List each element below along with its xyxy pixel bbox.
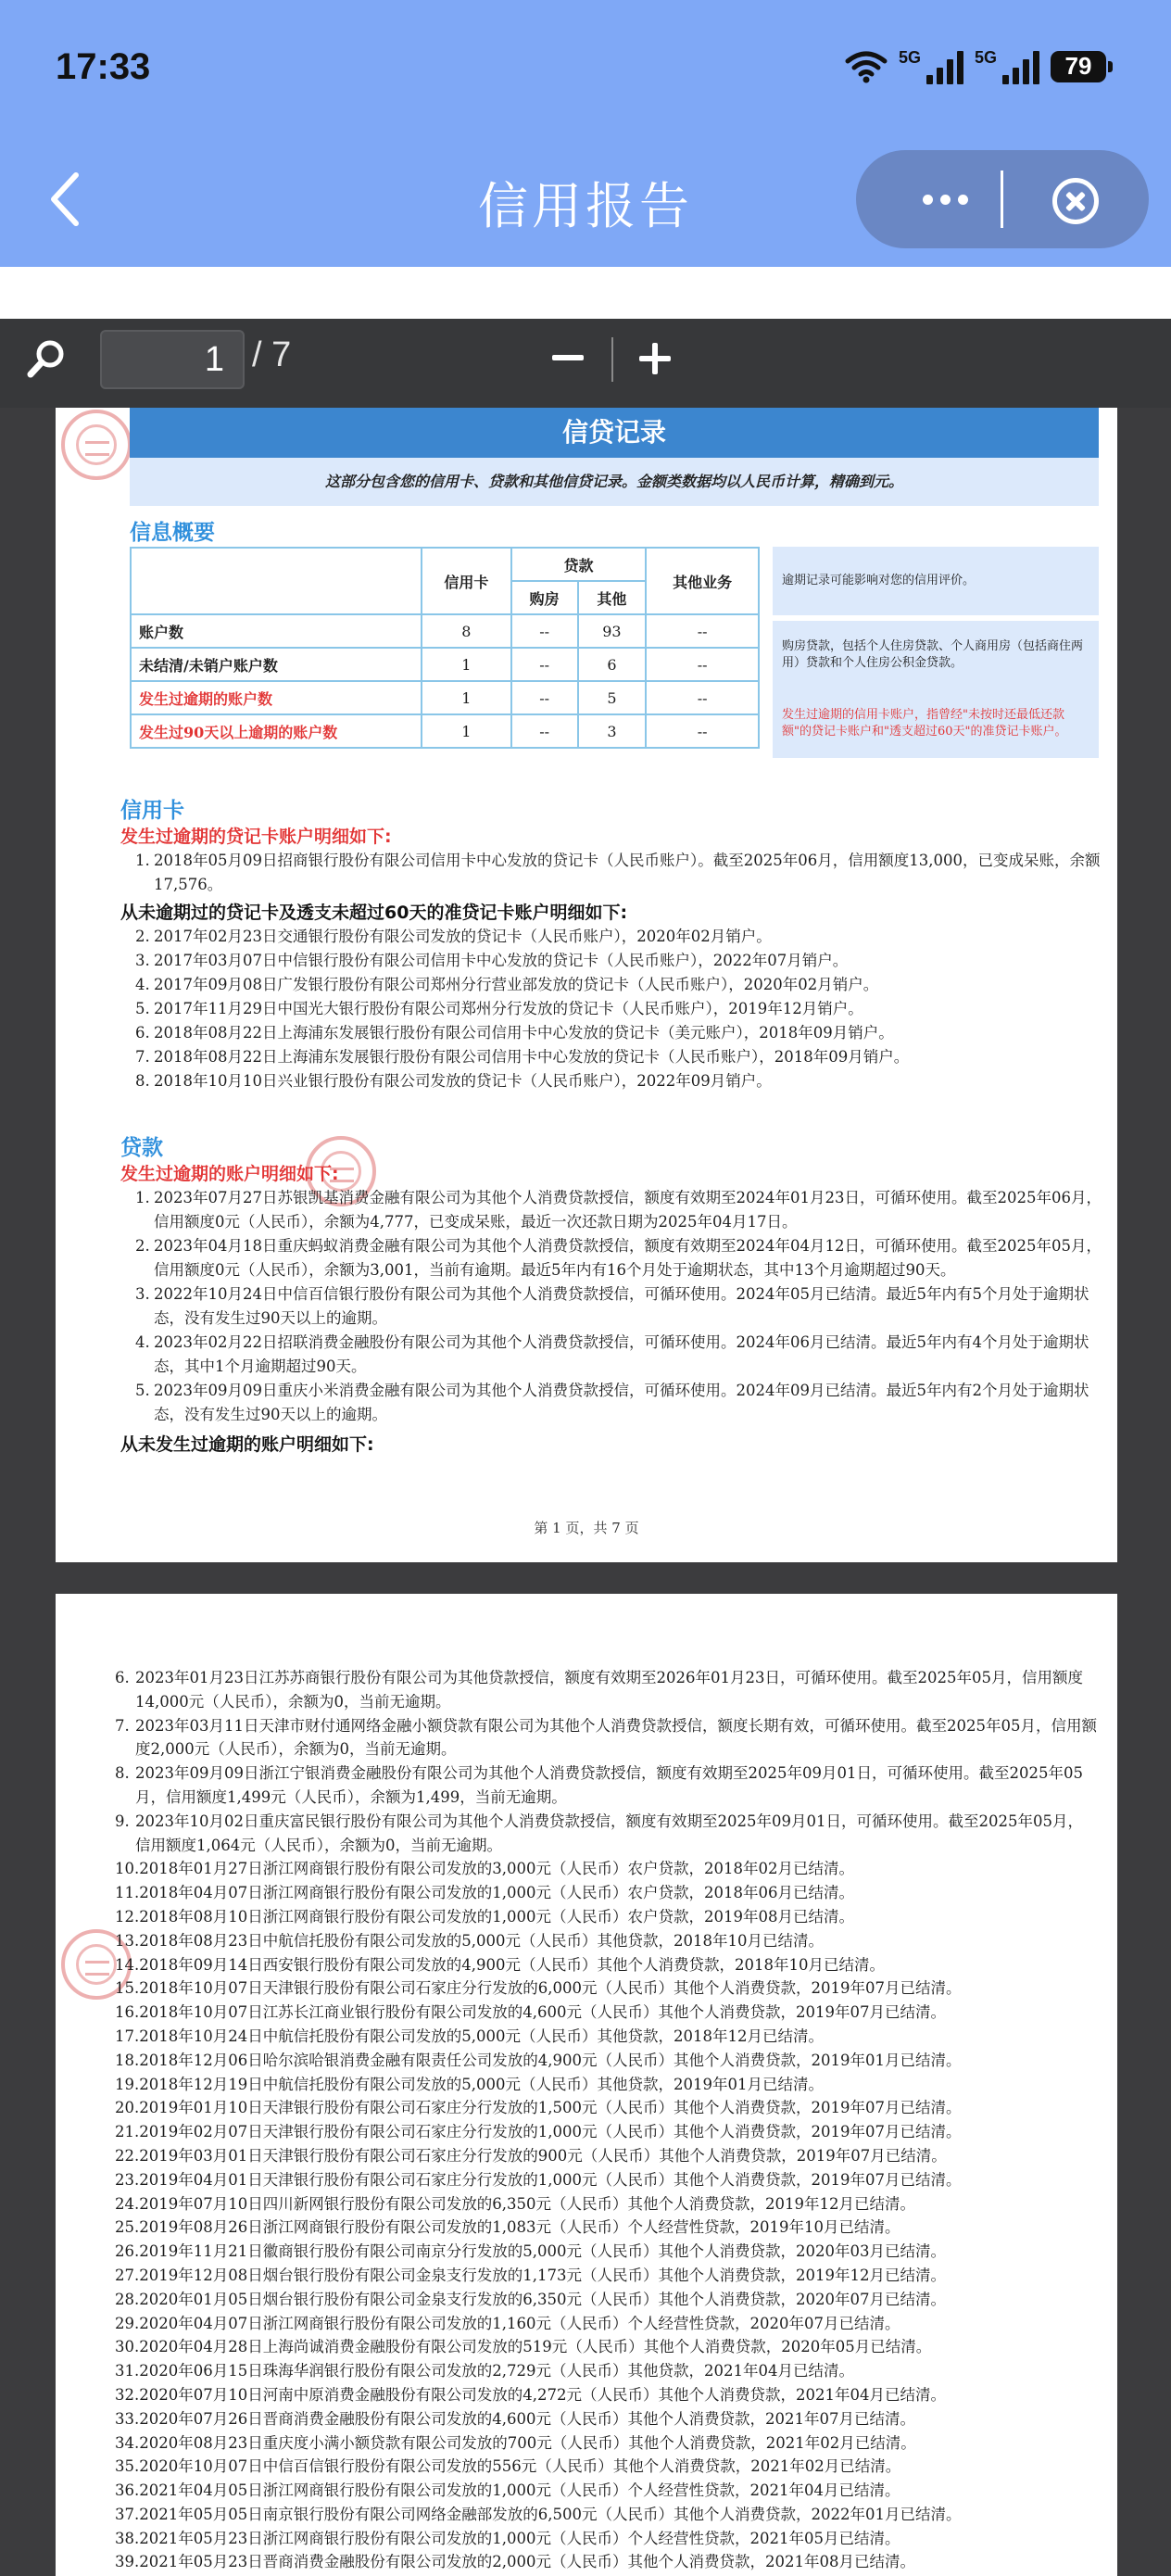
list-item [115,1857,1097,1881]
list-item [115,1714,1097,1762]
list-item-number: 15. [115,1979,140,1998]
cell-credit-card: 8 [422,614,511,648]
list-item-text: 2019年08月26日浙江网商银行股份有限公司发放的1,083元（人民币）个人经营性贷款，2019年10月已结清。 [139,2218,900,2237]
credit-normal-list [135,925,1104,1093]
loan-normal-list [115,1666,1097,2574]
cell-house: -- [511,648,578,681]
list-item-number: 2. [135,928,150,945]
list-item-text: 2018年04月07日浙江网商银行股份有限公司发放的1,000元（人民币）农户贷款，2018年06月已结清。 [139,1884,854,1902]
list-item-number: 6. [135,1024,150,1042]
credit-card-title: 信用卡 [120,799,184,823]
list-item [115,2359,1097,2383]
list-item-number: 13. [115,1931,140,1950]
list-item-number: 10. [115,1860,140,1878]
cell-other-business: -- [646,681,759,714]
list-item-number: 31. [115,2362,140,2380]
list-item-number: 9. [115,1812,130,1830]
page-title: 信用报告 [478,177,693,235]
list-item-number: 33. [115,2409,140,2428]
list-item-text: 2023年01月23日江苏苏商银行股份有限公司为其他贷款授信，额度有效期至2026年01月23日，可循环使用。截至2025年05月，信用额度14,000元（人民币），余额为0，当前无逾期。 [135,1669,1083,1711]
list-item-number: 28. [115,2290,140,2308]
list-item-number: 7. [135,1048,150,1066]
zoom-out-button[interactable] [552,355,584,360]
list-item [115,2144,1097,2168]
list-item-text: 2018年08月22日上海浦东发展银行股份有限公司信用卡中心发放的贷记卡（人民币账户），2018年09月销户。 [154,1048,910,1066]
note-overdue-card: 发生过逾期的信用卡账户，指曾经"未按时还最低还款额"的贷记卡账户和"透支超过60天"的准贷记卡账户。 [773,689,1099,758]
list-item-text: 2019年11月21日徽商银行股份有限公司南京分行发放的5,000元（人民币）其他个人消费贷款，2020年03月已结清。 [139,2242,946,2261]
list-item-text: 2023年10月02日重庆富民银行股份有限公司为其他个人消费贷款授信，额度有效期至2025年09月01日，可循环使用。截至2025年05月，信用额度1,064元（人民币），余额为0，当前无逾期。 [135,1812,1083,1854]
list-item-number: 2. [135,1237,150,1255]
list-item-number: 20. [115,2099,140,2117]
list-item-number: 5. [135,1000,150,1017]
list-item [115,2120,1097,2144]
list-item-text: 2020年07月10日河南中原消费金融股份有限公司发放的4,272元（人民币）其他个人消费贷款，2021年04月已结清。 [139,2385,946,2404]
status-time: 17:33 [56,46,151,87]
list-item-text: 2018年10月10日兴业银行股份有限公司发放的贷记卡（人民币账户），2022年09月销户。 [154,1072,772,1090]
list-item [115,2312,1097,2336]
table-row [131,714,759,748]
cell-house: -- [511,681,578,714]
network-type-1: 5G [898,48,921,67]
cell-other: 93 [578,614,647,648]
status-icons [845,48,1106,84]
list-item-text: 2021年04月05日浙江网商银行股份有限公司发放的1,000元（人民币）个人经营性贷款，2021年04月已结清。 [139,2481,900,2500]
list-item [135,1045,1104,1069]
list-item-number: 19. [115,2075,140,2093]
list-item-number: 39. [115,2553,140,2571]
signal-icon-1 [926,49,963,84]
list-item-text: 2017年03月07日中信银行股份有限公司信用卡中心发放的贷记卡（人民币账户），2022年07月销户。 [154,952,849,969]
list-item [135,949,1104,973]
list-item [115,2455,1097,2479]
page-footer: 第 1 页，共 7 页 [534,1520,639,1536]
list-item [115,1881,1097,1905]
list-item-text: 2023年09月09日浙江宁银消费金融股份有限公司为其他个人消费贷款授信，额度有效期至2025年09月01日，可循环使用。截至2025年05月，信用额度1,499元（人民币），余额为1,499，当前无逾期。 [135,1764,1083,1806]
table-row [131,681,759,714]
note-house-loan: 购房贷款，包括个人住房贷款、个人商用房（包括商住两用）贷款和个人住房公积金贷款。 [773,621,1099,689]
loan-overdue-title: 发生过逾期的账户明细如下: [120,1164,339,1184]
cell-other: 5 [578,681,647,714]
list-item-text: 2019年04月01日天津银行股份有限公司石家庄分行发放的1,000元（人民币）其他个人消费贷款，2019年07月已结清。 [139,2170,962,2189]
list-item [115,2001,1097,2025]
list-item-text: 2023年04月18日重庆蚂蚁消费金融有限公司为其他个人消费贷款授信，额度有效期至2024年04月12日，可循环使用。截至2025年05月，信用额度0元（人民币），余额为3,001，当前有逾期。最近5年内有16个月处于逾期状态，其中13个月逾期超过90天。 [154,1237,1102,1279]
row-label: 发生过逾期的账户数 [131,681,422,714]
list-item [115,2049,1097,2073]
list-item-text: 2023年03月11日天津市财付通网络金融小额贷款有限公司为其他个人消费贷款授信，额度长期有效，可循环使用。截至2025年05月，信用额度2,000元（人民币），余额为0，当前无逾期。 [135,1716,1097,1759]
list-item-text: 2020年06月15日珠海华润银行股份有限公司发放的2,729元（人民币）其他贷款，2021年04月已结清。 [139,2362,854,2380]
table-header-loan: 贷款 [511,548,647,581]
overview-title: 信息概要 [130,521,215,545]
list-item-text: 2018年10月07日天津银行股份有限公司石家庄分行发放的6,000元（人民币）其他个人消费贷款，2019年07月已结清。 [139,1979,962,1998]
list-item-text: 2020年04月07日浙江网商银行股份有限公司发放的1,160元（人民币）个人经营性贷款，2020年07月已结清。 [139,2314,900,2332]
battery-icon: 79 [1051,51,1106,82]
list-item-text: 2019年02月07日天津银行股份有限公司石家庄分行发放的1,000元（人民币）其他个人消费贷款，2019年07月已结清。 [139,2123,962,2141]
list-item [135,1282,1104,1331]
list-item [135,1379,1104,1427]
list-item-number: 36. [115,2481,140,2500]
table-header-house: 购房 [511,581,578,614]
cell-credit-card: 1 [422,714,511,748]
list-item [115,2192,1097,2216]
cell-other-business: -- [646,714,759,748]
close-button[interactable] [1052,178,1099,224]
cell-house: -- [511,614,578,648]
list-item-number: 1. [135,852,150,869]
row-label: 发生过90天以上逾期的账户数 [131,714,422,748]
list-item-number: 3. [135,1285,150,1303]
list-item-text: 2020年08月23日重庆度小满小额贷款有限公司发放的700元（人民币）其他个人消费贷款，2021年02月已结清。 [139,2433,916,2452]
list-item [115,1762,1097,1810]
list-item-number: 34. [115,2433,140,2452]
list-item-text: 2019年12月08日烟台银行股份有限公司金泉支行发放的1,173元（人民币）其他个人消费贷款，2019年12月已结清。 [139,2266,946,2284]
page-number-input[interactable] [100,330,245,389]
list-item-number: 30. [115,2338,140,2356]
list-item-text: 2023年02月22日招联消费金融股份有限公司为其他个人消费贷款授信，可循环使用。2024年06月已结清。最近5年内有4个月处于逾期状态，其中1个月逾期超过90天。 [154,1333,1089,1375]
cell-credit-card: 1 [422,648,511,681]
list-item [115,2025,1097,2049]
loan-normal-title: 从未发生过逾期的账户明细如下: [120,1434,374,1455]
list-item-number: 29. [115,2314,140,2332]
table-row [131,648,759,681]
list-item [115,2216,1097,2240]
cell-other: 6 [578,648,647,681]
list-item [115,1929,1097,1953]
row-label: 未结清/未销户账户数 [131,648,422,681]
list-item-number: 4. [135,1333,150,1351]
list-item [115,2240,1097,2264]
list-item [115,2096,1097,2120]
list-item-text: 2018年05月09日招商银行股份有限公司信用卡中心发放的贷记卡（人民币账户）。截至2025年06月，信用额度13,000，已变成呆账，余额17,576。 [154,852,1101,893]
list-item-text: 2021年05月05日南京银行股份有限公司网络金融部发放的6,500元（人民币）其他个人消费贷款，2022年01月已结清。 [139,2505,962,2523]
page-total: / 7 [252,335,292,374]
signal-icon-2 [1002,49,1039,84]
list-item-number: 8. [115,1764,130,1783]
wifi-icon [845,50,888,83]
list-item [135,849,1104,897]
section-subtitle: 这部分包含您的信用卡、贷款和其他信贷记录。金额类数据均以人民币计算，精确到元。 [130,458,1099,506]
mini-program-capsule [856,150,1149,248]
list-item-text: 2017年11月29日中国光大银行股份有限公司郑州分行发放的贷记卡（人民币账户），2019年12月销户。 [154,1000,863,1017]
list-item [115,2550,1097,2574]
list-item-text: 2019年01月10日天津银行股份有限公司石家庄分行发放的1,500元（人民币）其他个人消费贷款，2019年07月已结清。 [139,2099,962,2117]
zoom-in-button[interactable] [639,343,671,374]
loan-overdue-list [135,1186,1104,1427]
list-item-number: 22. [115,2146,140,2165]
cell-house: -- [511,714,578,748]
row-label: 账户数 [131,614,422,648]
list-item-text: 2018年08月10日浙江网商银行股份有限公司发放的1,000元（人民币）农户贷款，2019年08月已结清。 [139,1907,854,1926]
list-item-text: 2019年03月01日天津银行股份有限公司石家庄分行发放的900元（人民币）其他个人消费贷款，2019年07月已结清。 [139,2146,947,2165]
list-item-number: 21. [115,2123,140,2141]
list-item [135,997,1104,1021]
list-item-text: 2018年09月14日西安银行股份有限公司发放的4,900元（人民币）其他个人消费贷款，2018年10月已结清。 [139,1955,885,1974]
list-item [115,2335,1097,2359]
table-header-credit-card: 信用卡 [422,548,511,614]
list-item [115,2431,1097,2456]
overview-table [130,547,760,749]
list-item-number: 1. [135,1189,150,1206]
network-type-2: 5G [974,48,997,67]
list-item [115,1976,1097,2001]
cell-other: 3 [578,714,647,748]
table-header-other-business: 其他业务 [646,548,759,614]
pdf-page-2 [56,1594,1117,2576]
list-item-text: 2018年12月19日中航信托股份有限公司发放的5,000元（人民币）其他贷款，2019年01月已结清。 [139,2075,824,2093]
list-item-text: 2018年01月27日浙江网商银行股份有限公司发放的3,000元（人民币）农户贷款，2018年02月已结清。 [139,1860,854,1878]
list-item-text: 2018年10月07日江苏长江商业银行股份有限公司发放的4,600元（人民币）其他个人消费贷款，2019年07月已结清。 [139,2003,946,2022]
list-item-number: 3. [135,952,150,969]
list-item [135,973,1104,997]
list-item [135,1234,1104,1282]
cell-other-business: -- [646,614,759,648]
list-item-text: 2018年10月24日中航信托股份有限公司发放的5,000元（人民币）其他贷款，2018年12月已结清。 [139,2027,824,2045]
list-item-text: 2021年05月23日晋商消费金融股份有限公司发放的2,000元（人民币）其他个人消费贷款，2021年08月已结清。 [139,2553,915,2571]
list-item-number: 38. [115,2529,140,2547]
list-item-number: 12. [115,1907,140,1926]
list-item [135,925,1104,949]
list-item [115,2527,1097,2551]
loan-title: 贷款 [120,1136,163,1160]
credit-overdue-title: 发生过逾期的贷记卡账户明细如下: [120,827,392,847]
list-item [115,2503,1097,2527]
list-item-text: 2017年02月23日交通银行股份有限公司发放的贷记卡（人民币账户），2020年02月销户。 [154,928,772,945]
list-item-text: 2021年05月23日浙江网商银行股份有限公司发放的1,000元（人民币）个人经营性贷款，2021年05月已结清。 [139,2529,900,2547]
list-item-number: 26. [115,2242,140,2261]
list-item-number: 5. [135,1382,150,1399]
note-overdue: 逾期记录可能影响对您的信用评价。 [773,547,1099,615]
list-item [115,2264,1097,2288]
pdf-page-1 [56,408,1117,1562]
list-item-number: 18. [115,2051,140,2069]
list-item-number: 8. [135,1072,150,1090]
list-item-text: 2018年08月23日中航信托股份有限公司发放的5,000元（人民币）其他贷款，2018年10月已结清。 [139,1931,824,1950]
list-item-number: 27. [115,2266,140,2284]
header-spacer [0,267,1171,319]
list-item-number: 14. [115,1955,140,1974]
list-item-number: 6. [115,1669,130,1686]
table-row [131,614,759,648]
list-item [115,2383,1097,2407]
list-item [135,1069,1104,1093]
list-item-number: 16. [115,2003,140,2022]
list-item [115,2479,1097,2503]
list-item-text: 2020年04月28日上海尚诚消费金融股份有限公司发放的519元（人民币）其他个人消费贷款，2020年05月已结清。 [139,2338,932,2356]
list-item-number: 7. [115,1716,130,1735]
list-item [135,1021,1104,1045]
list-item-text: 2020年07月26日晋商消费金融股份有限公司发放的4,600元（人民币）其他个人消费贷款，2021年07月已结清。 [139,2409,915,2428]
zoom-divider [611,337,613,382]
list-item [135,1186,1104,1234]
list-item-number: 35. [115,2457,140,2476]
list-item-number: 25. [115,2218,140,2237]
list-item [115,2073,1097,2097]
capsule-divider [1001,170,1003,228]
list-item-text: 2020年10月07日中信百信银行股份有限公司发放的556元（人民币）其他个人消费贷款，2021年02月已结清。 [139,2457,901,2476]
table-header-other: 其他 [578,581,647,614]
list-item-number: 4. [135,976,150,993]
list-item-text: 2018年12月06日哈尔滨哈银消费金融有限责任公司发放的4,900元（人民币）其他个人消费贷款，2019年01月已结清。 [139,2051,962,2069]
credit-normal-title: 从未逾期过的贷记卡及透支未超过60天的准贷记卡账户明细如下: [120,903,628,923]
list-item [115,1905,1097,1929]
list-item [115,2168,1097,2192]
list-item [115,1666,1097,1714]
list-item-text: 2023年09月09日重庆小米消费金融有限公司为其他个人消费贷款授信，可循环使用。2024年09月已结清。最近5年内有2个月处于逾期状态，没有发生过90天以上的逾期。 [154,1382,1089,1423]
cell-credit-card: 1 [422,681,511,714]
section-header: 信贷记录 [130,408,1099,458]
list-item-number: 32. [115,2385,140,2404]
list-item-number: 37. [115,2505,140,2523]
list-item-number: 11. [115,1884,140,1902]
watermark-seal-icon [61,410,132,480]
list-item-number: 23. [115,2170,140,2189]
app-header [0,0,1171,267]
list-item-text: 2020年01月05日烟台银行股份有限公司金泉支行发放的6,350元（人民币）其他个人消费贷款，2020年07月已结清。 [139,2290,946,2308]
list-item-number: 17. [115,2027,140,2045]
cell-other-business: -- [646,648,759,681]
list-item [115,1810,1097,1858]
list-item [135,1331,1104,1379]
search-icon[interactable] [26,337,69,380]
list-item-number: 24. [115,2194,140,2213]
list-item-text: 2019年07月10日四川新网银行股份有限公司发放的6,350元（人民币）其他个人消费贷款，2019年12月已结清。 [139,2194,915,2213]
list-item-text: 2023年07月27日苏银凯基消费金融有限公司为其他个人消费贷款授信，额度有效期至2024年01月23日，可循环使用。截至2025年06月，信用额度0元（人民币），余额为4,777，已变成呆账，最近一次还款日期为2025年04月17日。 [154,1189,1102,1231]
list-item [115,1953,1097,1977]
table-header-blank [131,548,422,614]
credit-overdue-list [135,849,1104,897]
list-item [115,2407,1097,2431]
list-item [115,2288,1097,2312]
list-item-text: 2022年10月24日中信百信银行股份有限公司为其他个人消费贷款授信，可循环使用。2024年05月已结清。最近5年内有5个月处于逾期状态，没有发生过90天以上的逾期。 [154,1285,1089,1327]
list-item-text: 2017年09月08日广发银行股份有限公司郑州分行营业部发放的贷记卡（人民币账户），2020年02月销户。 [154,976,879,993]
list-item-text: 2018年08月22日上海浦东发展银行股份有限公司信用卡中心发放的贷记卡（美元账户），2018年09月销户。 [154,1024,894,1042]
more-button[interactable] [899,176,991,222]
